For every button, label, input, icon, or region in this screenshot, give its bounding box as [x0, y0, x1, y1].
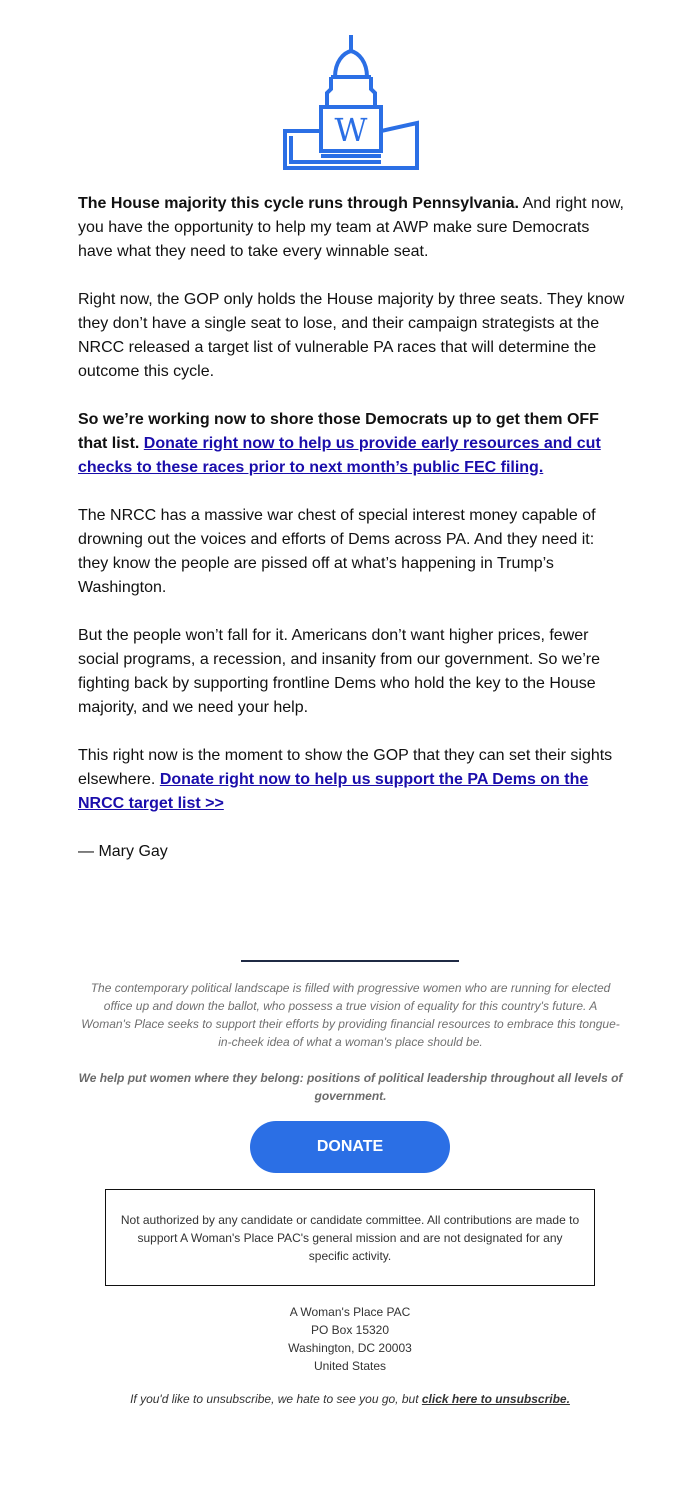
- footer-blurb: The contemporary political landscape is filled with progressive women who are running for elected office up and down the ballot, who possess a true vision of equality for this country's future. A Woman's Place seeks to support their efforts by providing financial resources to embrace this tongue-in-cheek idea of what a woman's place should be.: [81, 981, 620, 1049]
- disclaimer-text: Not authorized by any candidate or candidate committee. All contributions are made to support A Woman's Place PAC's general mission and are not designated for any specific activity.: [120, 1212, 580, 1263]
- capitol-dome-icon: [283, 35, 419, 171]
- email-body: [78, 192, 626, 888]
- logo-letter: W: [334, 111, 368, 149]
- paragraph-2: Right now, the GOP only holds the House majority by three seats. They know they don’t have a single seat to lose, and their campaign strategists at the NRCC released a target list of vulnerable PA races that will determine the outcome this cycle.: [78, 291, 625, 380]
- paragraph-4: The NRCC has a massive war chest of special interest money capable of drowning out the voices and efforts of Dems across PA. And they need it: they know the people are pissed off at what’s happening in Trump’s Washington.: [78, 507, 596, 596]
- paragraph-5: But the people won’t fall for it. Americans don’t want higher prices, fewer social programs, a recession, and insanity from our government. So we’re fighting back by supporting frontline Dems who hold the key to the House majority, and we need your help.: [78, 627, 601, 716]
- paragraph-6: [78, 744, 626, 816]
- paragraph-1-text: And right now, you have the opportunity to help my team at AWP make sure Democrats have what they need to take every winnable seat.: [78, 195, 624, 260]
- signature: — Mary Gay: [78, 843, 168, 860]
- donate-link-early-resources[interactable]: Donate right now to help us provide early resources and cut checks to these races prior to next month’s public FEC filing.: [78, 435, 601, 476]
- paragraph-3-bold: So we’re working now to shore those Democrats up to get them OFF that list.: [78, 411, 599, 452]
- donate-button[interactable]: DONATE: [250, 1121, 450, 1173]
- paragraph-3: [78, 408, 626, 480]
- unsubscribe-text: If you'd like to unsubscribe, we hate to see you go, but: [130, 1392, 422, 1406]
- paragraph-1-bold: The House majority this cycle runs through Pennsylvania.: [78, 195, 519, 212]
- address-line-org: A Woman's Place PAC: [289, 1305, 411, 1319]
- paragraph-6-text: This right now is the moment to show the GOP that they can set their sights elsewhere.: [78, 747, 613, 788]
- address-line-country: United States: [313, 1359, 387, 1373]
- address-line-pobox: PO Box 15320: [310, 1323, 390, 1337]
- mailing-address: [200, 1303, 500, 1375]
- footer-divider: [241, 960, 459, 962]
- disclaimer-box: [105, 1189, 595, 1286]
- awp-logo: [283, 35, 419, 171]
- donate-link-nrcc-target[interactable]: Donate right now to help us support the PA Dems on the NRCC target list >>: [78, 771, 589, 812]
- footer-tagline: We help put women where they belong: positions of political leadership throughout all levels of government.: [78, 1071, 623, 1103]
- unsubscribe-link[interactable]: click here to unsubscribe.: [421, 1392, 570, 1406]
- paragraph-1: [78, 192, 626, 264]
- address-line-city: Washington, DC 20003: [288, 1341, 412, 1355]
- unsubscribe-line: [60, 1390, 640, 1408]
